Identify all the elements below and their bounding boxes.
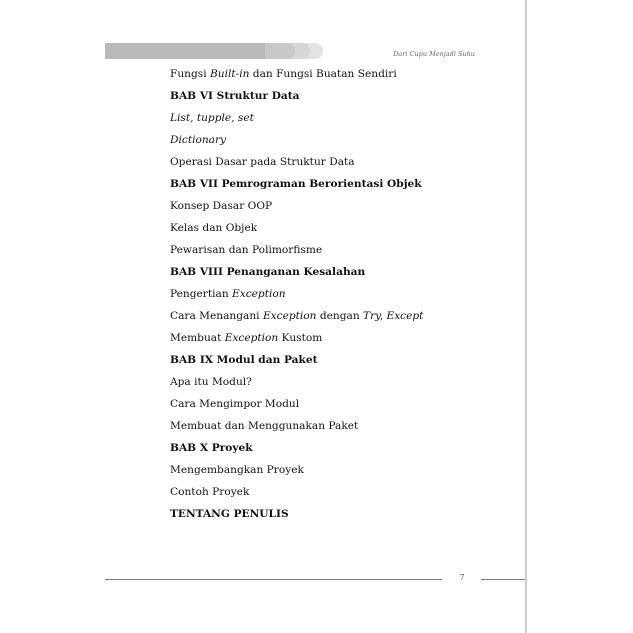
toc-entry xyxy=(170,460,510,482)
toc-chapter-heading xyxy=(170,438,510,460)
toc-chapter-heading xyxy=(170,262,510,284)
toc-text-part: Konsep Dasar OOP xyxy=(170,200,273,212)
toc-entry xyxy=(170,218,510,240)
toc-entry xyxy=(170,64,510,86)
toc-text-part: Membuat xyxy=(170,332,225,344)
toc-entry xyxy=(170,130,510,152)
toc-entry xyxy=(170,328,510,350)
toc-text-part: Exception xyxy=(262,310,317,322)
toc-text-part: Mengembangkan Proyek xyxy=(170,464,304,476)
toc-text-part: Dictionary xyxy=(170,134,227,146)
toc-text-part: Built-in xyxy=(209,68,250,80)
footer-rule-right xyxy=(481,579,525,580)
header-bar-fade-1 xyxy=(265,43,295,59)
toc-entry xyxy=(170,372,510,394)
toc-entry xyxy=(170,240,510,262)
page-edge-divider xyxy=(525,0,527,633)
running-header-title: Dari Cupu Menjadi Suhu xyxy=(393,50,475,58)
toc-text-part: Kelas dan Objek xyxy=(170,222,258,234)
toc-text-part: Exception xyxy=(224,332,279,344)
toc-entry xyxy=(170,284,510,306)
toc-text-part: BAB VIII Penanganan Kesalahan xyxy=(170,266,366,278)
header-bar-solid xyxy=(105,43,277,59)
toc-text-part: List, tupple, set xyxy=(170,112,254,124)
toc-entry xyxy=(170,482,510,504)
toc-chapter-heading xyxy=(170,86,510,108)
toc-text-part: Pewarisan dan Polimorfisme xyxy=(170,244,323,256)
toc-entry xyxy=(170,306,510,328)
toc-text-part: dan Fungsi Buatan Sendiri xyxy=(249,68,397,80)
toc-text-part: BAB X Proyek xyxy=(170,442,253,454)
toc-entry xyxy=(170,394,510,416)
toc-text-part: Apa itu Modul? xyxy=(170,376,252,388)
toc-entry xyxy=(170,196,510,218)
toc-text-part: Operasi Dasar pada Struktur Data xyxy=(170,156,355,168)
header-bar-fade-3 xyxy=(294,43,323,59)
toc-text-part: BAB IX Modul dan Paket xyxy=(170,354,318,366)
toc-chapter-heading xyxy=(170,174,510,196)
toc-entry xyxy=(170,108,510,130)
toc-chapter-heading xyxy=(170,350,510,372)
toc-text-part: Try, Except xyxy=(363,310,424,322)
toc-text-part: Contoh Proyek xyxy=(170,486,250,498)
toc-text-part: Cara Menangani xyxy=(170,310,263,322)
toc-text-part: dengan xyxy=(316,310,364,322)
toc-text-part: Pengertian xyxy=(170,288,233,300)
toc-text-part: Cara Mengimpor Modul xyxy=(170,398,300,410)
toc-text-part: BAB VI Struktur Data xyxy=(170,90,300,102)
toc-text-part: TENTANG PENULIS xyxy=(170,508,289,520)
page-number: 7 xyxy=(459,573,465,582)
toc-chapter-heading xyxy=(170,504,510,526)
table-of-contents xyxy=(170,64,510,526)
footer-rule-left xyxy=(105,579,442,580)
toc-text-part: Fungsi xyxy=(170,68,210,80)
toc-entry xyxy=(170,152,510,174)
toc-text-part: Membuat dan Menggunakan Paket xyxy=(170,420,359,432)
toc-text-part: BAB VII Pemrograman Berorientasi Objek xyxy=(170,178,422,190)
toc-text-part: Exception xyxy=(232,288,286,300)
header-decorative-bar xyxy=(105,43,323,59)
toc-entry xyxy=(170,416,510,438)
toc-text-part: Kustom xyxy=(278,332,323,344)
